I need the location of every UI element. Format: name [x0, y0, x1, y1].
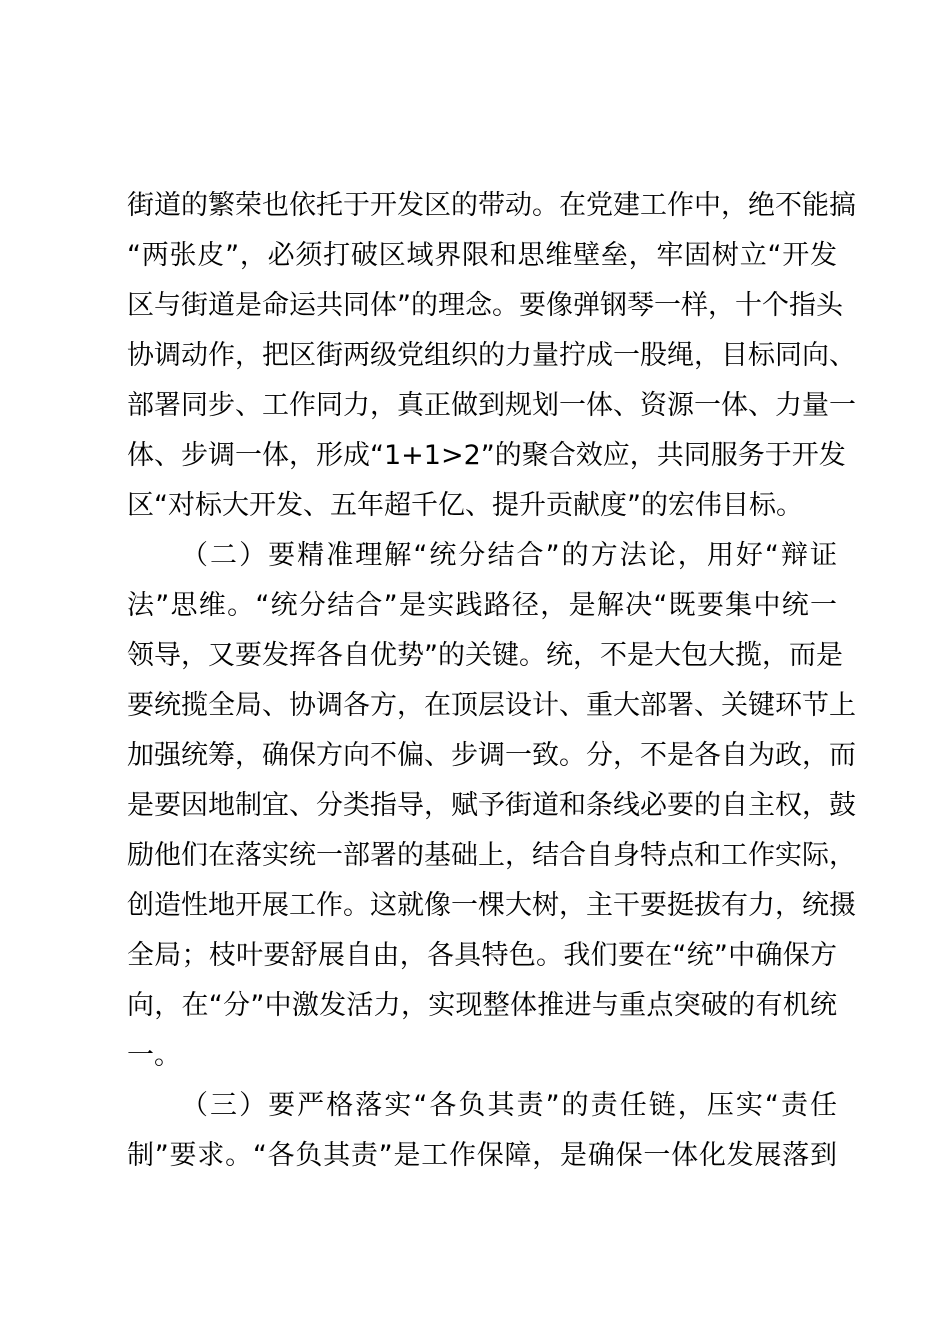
paragraph-2-line-10: 向，在“分”中激发活力，实现整体推进与重点突破的有机统: [127, 990, 837, 1021]
paragraph-1-line-7: 区“对标大开发、五年超千亿、提升贡献度”的宏伟目标。: [127, 490, 803, 521]
paragraph-1-line-1: 街道的繁荣也依托于开发区的带动。在党建工作中，绝不能搞: [127, 190, 856, 221]
paragraph-1-line-2: “两张皮”，必须打破区域界限和思维壁垒，牢固树立“开发: [127, 240, 837, 271]
paragraph-2-line-9: 全局；枝叶要舒展自由，各具特色。我们要在“统”中确保方: [127, 940, 837, 971]
paragraph-1-line-5: 部署同步、工作同力，真正做到规划一体、资源一体、力量一: [127, 390, 856, 421]
body-text: [127, 181, 856, 1181]
paragraph-2-line-4: 要统揽全局、协调各方，在顶层设计、重大部署、关键环节上: [127, 690, 856, 721]
paragraph-2-line-6: 是要因地制宜、分类指导，赋予街道和条线必要的自主权，鼓: [127, 790, 856, 821]
paragraph-2-line-1: （二）要精准理解“统分结合”的方法论，用好“辩证: [181, 540, 837, 571]
paragraph-2-line-2: 法”思维。“统分结合”是实践路径，是解决“既要集中统一: [127, 590, 837, 621]
paragraph-2-line-5: 加强统筹，确保方向不偏、步调一致。分，不是各自为政，而: [127, 740, 856, 771]
paragraph-3-line-2: 制”要求。“各负其责”是工作保障，是确保一体化发展落到: [127, 1140, 837, 1171]
paragraph-2-line-3: 领导，又要发挥各自优势”的关键。统，不是大包大揽，而是: [127, 640, 843, 671]
paragraph-2-line-8: 创造性地开展工作。这就像一棵大树，主干要挺拔有力，统摄: [127, 890, 856, 921]
paragraph-1-line-6: 体、步调一体，形成“1+1>2”的聚合效应，共同服务于开发: [127, 440, 846, 471]
paragraph-1-line-3: 区与街道是命运共同体”的理念。要像弹钢琴一样，十个指头: [127, 290, 843, 321]
paragraph-3-line-1: （三）要严格落实“各负其责”的责任链，压实“责任: [181, 1090, 837, 1121]
paragraph-2-line-7: 励他们在落实统一部署的基础上，结合自身特点和工作实际，: [127, 840, 856, 871]
paragraph-2-line-11: 一。: [127, 1040, 181, 1071]
paragraph-1-line-4: 协调动作，把区街两级党组织的力量拧成一股绳，目标同向、: [127, 340, 856, 371]
